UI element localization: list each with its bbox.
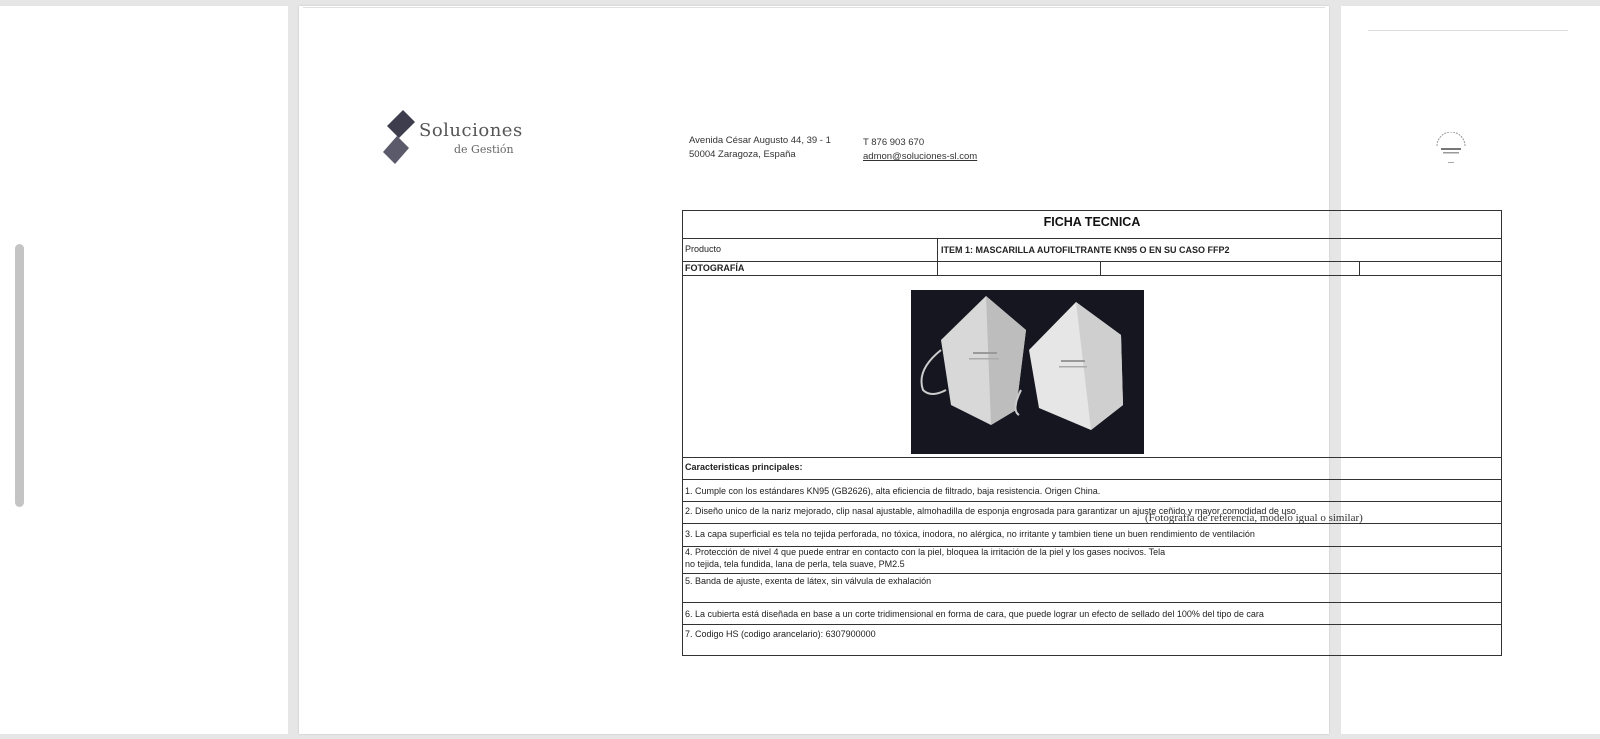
feature-item: 3. La capa superficial es tela no tejida perforada, no tóxica, inodora, no alérgica, no irritante y tambien tiene un buen rendimiento de ventilación [685,529,1255,539]
feature-row-7 [683,625,1501,655]
phone-number: T 876 903 670 [863,137,925,148]
features-label: Caracteristicas principales: [685,462,803,472]
sheet-title-row [683,211,1501,239]
feature-row-2 [683,502,1501,524]
address-line-1: Avenida César Augusto 44, 39 - 1 [689,135,831,146]
features-header-row [683,458,1501,480]
certification-seal-icon [1433,132,1469,168]
email-link[interactable]: admon@soluciones-sl.com [863,151,978,162]
logo-mark-icon [381,106,421,168]
feature-row-5 [683,574,1501,603]
company-contact [863,136,977,164]
company-name: Soluciones [419,120,523,141]
sheet-title: FICHA TECNICA [1043,215,1141,229]
address-line-2: 50004 Zaragoza, España [689,149,796,160]
feature-item-continued: no tejida, tela fundida, lana de perla, tela suave, PM2.5 [685,559,905,569]
photo-header-row [683,262,1501,276]
product-label: Producto [685,244,722,254]
page-top-rule [303,7,1325,8]
feature-item: 4. Protección de nivel 4 que puede entrar en contacto con la piel, bloquea la irritación de la piel y los gases nocivos. Tela [685,547,1166,557]
product-row [683,239,1501,262]
feature-row-6 [683,603,1501,625]
technical-sheet-table [682,210,1502,656]
company-logo [381,106,531,168]
feature-row-3 [683,524,1501,547]
photo-caption: (Fotografía de referencia, modelo igual o similar) [1145,512,1363,524]
feature-item: 7. Codigo HS (codigo arancelario): 6307900000 [685,629,876,639]
feature-row-1 [683,480,1501,502]
mask-photo-image [911,290,1144,454]
feature-item: 1. Cumple con los estándares KN95 (GB2626), alta eficiencia de filtrado, baja resistencia. Origen China. [685,486,1101,496]
company-subtitle: de Gestión [454,143,514,156]
feature-item: 5. Banda de ajuste, exenta de látex, sin válvula de exhalación [685,576,932,586]
page-rule [1368,30,1568,31]
photo-label: FOTOGRAFÍA [685,263,745,273]
left-page-panel [0,6,288,734]
scrollbar-thumb[interactable] [15,244,24,507]
feature-item: 6. La cubierta está diseñada en base a un corte tridimensional en forma de cara, que puede lograr un efecto de sellado del 100% del tipo de cara [685,609,1264,619]
product-photo [911,290,1144,454]
product-value: ITEM 1: MASCARILLA AUTOFILTRANTE KN95 O EN SU CASO FFP2 [941,245,1230,255]
document-page [299,6,1363,734]
feature-row-4 [683,547,1501,574]
feature-item: 2. Diseño unico de la nariz mejorado, clip nasal ajustable, almohadilla de esponja engrosada para garantizar un ajuste ceñido y mayor comodidad de uso [685,506,1296,516]
company-address [689,134,831,162]
